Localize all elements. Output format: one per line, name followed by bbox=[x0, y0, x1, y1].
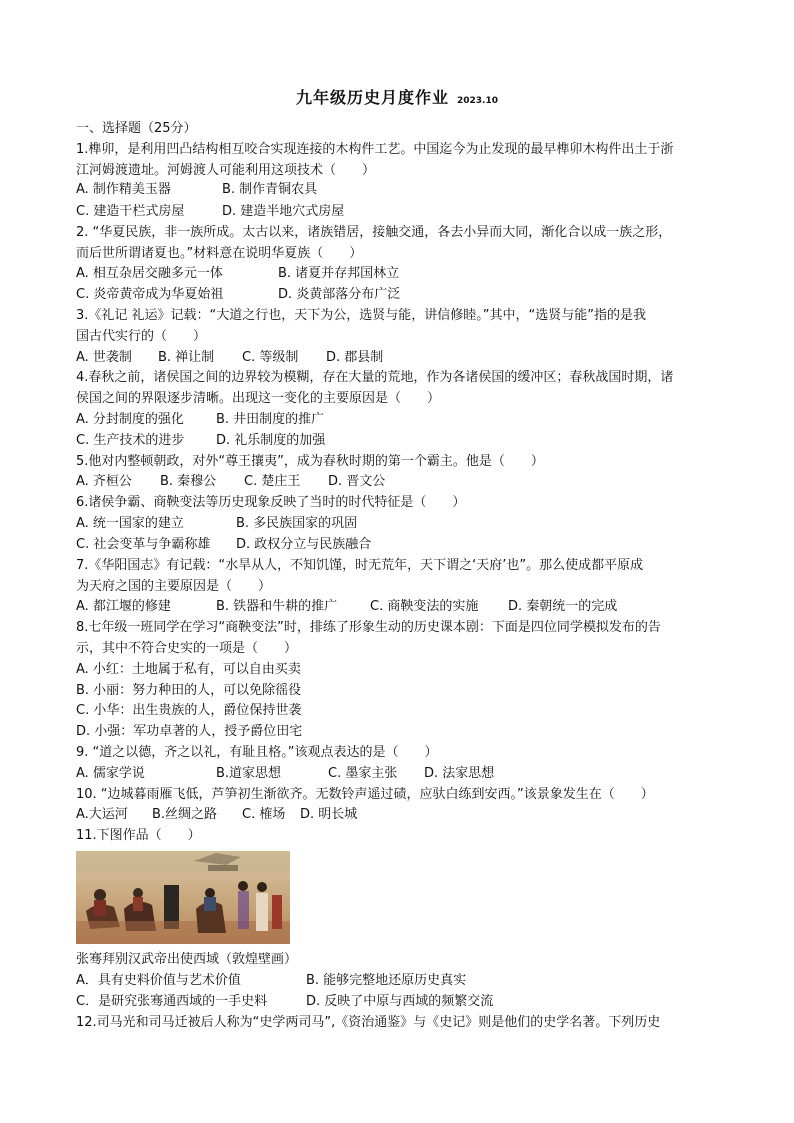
q1-options-row2 bbox=[76, 204, 344, 220]
q8-stem-line1: 8.七年级一班同学在学习“商鞅变法”时，排练了形象生动的历史课本剧：下面是四位同学模拟发布的告 bbox=[76, 620, 661, 635]
q2-option-d: D. 炎黄部落分布广泛 bbox=[278, 287, 401, 302]
q11-option-b: B. 能够完整地还原历史真实 bbox=[306, 973, 467, 988]
q7-stem-line2: 为天府之国的主要原因是（ ） bbox=[76, 579, 272, 594]
q10-option-d: D. 明长城 bbox=[300, 807, 358, 822]
q3-option-b: B. 禅让制 bbox=[158, 350, 215, 365]
q12-stem: 12.司马光和司马迁被后人称为“史学两司马”,《资治通鉴》与《史记》则是他们的史学名著。下列历史 bbox=[76, 1015, 661, 1030]
q2-options-row2 bbox=[76, 287, 400, 303]
q8-option-d: D. 小强：军功卓著的人，授予爵位田宅 bbox=[76, 724, 303, 739]
title-date: 2023.10 bbox=[457, 96, 498, 106]
q11-options-row2 bbox=[76, 994, 493, 1010]
q8-stem-line2: 示，其中不符合史实的一项是（ ） bbox=[76, 641, 298, 656]
q4-options-row1 bbox=[76, 412, 324, 428]
q1-option-c: C. 建造干栏式房屋 bbox=[76, 204, 185, 219]
q11-options-row1 bbox=[76, 973, 466, 989]
q3-stem-line2: 国古代实行的（ ） bbox=[76, 329, 207, 344]
q3-option-a: A. 世袭制 bbox=[76, 350, 132, 365]
q1-options-row1 bbox=[76, 182, 317, 198]
q5-option-b: B. 秦穆公 bbox=[160, 474, 217, 489]
q5-stem: 5.他对内整顿朝政，对外“尊王攘夷”，成为春秋时期的第一个霸主。他是（ ） bbox=[76, 454, 544, 469]
q11-option-d: D. 反映了中原与西域的频繁交流 bbox=[306, 994, 494, 1009]
q4-option-b: B. 井田制度的推广 bbox=[216, 412, 325, 427]
q2-option-c: C. 炎帝黄帝成为华夏始祖 bbox=[76, 287, 224, 302]
image-caption: 张骞拜别汉武帝出使西域（敦煌壁画） bbox=[76, 952, 298, 967]
q9-option-d: D. 法家思想 bbox=[424, 766, 495, 781]
q7-option-b: B. 铁器和牛耕的推广 bbox=[216, 599, 338, 614]
q2-stem-line1: 2. “华夏民族，非一族所成。太古以来，诸族错居，接触交通，各去小异而大同，渐化合以成一族之形， bbox=[76, 225, 672, 240]
q10-options-row bbox=[76, 807, 357, 823]
q4-option-c: C. 生产技术的进步 bbox=[76, 433, 185, 448]
q2-options-row1 bbox=[76, 266, 399, 282]
q4-options-row2 bbox=[76, 433, 325, 449]
q8-option-b: B. 小丽：努力种田的人，可以免除徭役 bbox=[76, 683, 302, 698]
q6-option-c: C. 社会变革与争霸称雄 bbox=[76, 537, 211, 552]
q8-option-a: A. 小红：土地属于私有，可以自由买卖 bbox=[76, 662, 301, 677]
q6-option-d: D. 政权分立与民族融合 bbox=[236, 537, 372, 552]
q8-option-c: C. 小华：出生贵族的人，爵位保持世袭 bbox=[76, 703, 302, 718]
q1-option-a: A. 制作精美玉器 bbox=[76, 182, 171, 197]
q5-options-row bbox=[76, 474, 385, 490]
q5-option-d: D. 晋文公 bbox=[328, 474, 386, 489]
q1-option-d: D. 建造半地穴式房屋 bbox=[222, 204, 345, 219]
q10-option-c: C. 榷场 bbox=[242, 807, 286, 822]
q9-option-a: A. 儒家学说 bbox=[76, 766, 145, 781]
q2-stem-line2: 而后世所谓诸夏也。”材料意在说明华夏族（ ） bbox=[76, 246, 363, 261]
q9-stem: 9. “道之以德，齐之以礼，有耻且格。”该观点表达的是（ ） bbox=[76, 745, 438, 760]
q4-stem-line2: 侯国之间的界限逐步清晰。出现这一变化的主要原因是（ ） bbox=[76, 391, 441, 406]
q11-option-c: C．是研究张骞通西域的一手史料 bbox=[76, 994, 268, 1009]
title-text: 九年级历史月度作业 bbox=[295, 88, 449, 107]
q6-options-row1 bbox=[76, 516, 357, 532]
q6-option-a: A. 统一国家的建立 bbox=[76, 516, 184, 531]
section-heading: 一、选择题（25分） bbox=[76, 121, 197, 136]
q2-option-b: B. 诸夏并存邦国林立 bbox=[278, 266, 400, 281]
q10-option-b: B.丝绸之路 bbox=[152, 807, 218, 822]
q11-stem: 11.下图作品（ ） bbox=[76, 828, 201, 843]
q6-options-row2 bbox=[76, 537, 371, 553]
q7-option-d: D. 秦朝统一的完成 bbox=[508, 599, 618, 614]
q3-option-d: D. 郡县制 bbox=[326, 350, 384, 365]
q11-option-a: A．具有史料价值与艺术价值 bbox=[76, 973, 241, 988]
q3-option-c: C. 等级制 bbox=[242, 350, 299, 365]
q3-options-row bbox=[76, 350, 383, 366]
q7-stem-line1: 7.《华阳国志》有记载：“水旱从人，不知饥馑，时无荒年，天下谓之‘天府’也”。那么使成都平原成 bbox=[76, 558, 644, 573]
q7-options-row bbox=[76, 599, 617, 615]
q6-stem: 6.诸侯争霸、商鞅变法等历史现象反映了当时的时代特征是（ ） bbox=[76, 495, 466, 510]
q4-option-d: D. 礼乐制度的加强 bbox=[216, 433, 326, 448]
dunhuang-mural-image bbox=[76, 851, 290, 944]
q10-option-a: A.大运河 bbox=[76, 807, 128, 822]
q9-options-row bbox=[76, 766, 494, 782]
q2-option-a: A. 相互杂居交融多元一体 bbox=[76, 266, 223, 281]
q6-option-b: B. 多民族国家的巩固 bbox=[236, 516, 358, 531]
q7-option-c: C. 商鞅变法的实施 bbox=[370, 599, 479, 614]
q1-stem-line2: 江河姆渡遗址。河姆渡人可能利用这项技术（ ） bbox=[76, 163, 376, 178]
q4-option-a: A. 分封制度的强化 bbox=[76, 412, 184, 427]
q1-option-b: B. 制作青铜农具 bbox=[222, 182, 318, 197]
q1-stem-line1: 1.榫卯，是利用凹凸结构相互咬合实现连接的木构件工艺。中国迄今为止发现的最早榫卯木构件出土于浙 bbox=[76, 142, 674, 157]
q4-stem-line1: 4.春秋之前，诸侯国之间的边界较为模糊，存在大量的荒地，作为各诸侯国的缓冲区；春秋战国时期，诸 bbox=[76, 370, 674, 385]
q7-option-a: A. 都江堰的修建 bbox=[76, 599, 171, 614]
q9-option-c: C. 墨家主张 bbox=[328, 766, 398, 781]
q3-stem-line1: 3.《礼记 礼运》记载：“大道之行也，天下为公，选贤与能，讲信修睦。”其中，“选贤与能”指的是我 bbox=[76, 308, 646, 323]
worksheet-title bbox=[0, 85, 794, 108]
q10-stem: 10. “边城暮雨雁飞低，芦笋初生渐欲齐。无数铃声遥过碛，应驮白练到安西。”该景象发生在（ ） bbox=[76, 787, 654, 802]
q5-option-c: C. 楚庄王 bbox=[244, 474, 301, 489]
q5-option-a: A. 齐桓公 bbox=[76, 474, 132, 489]
q9-option-b: B.道家思想 bbox=[216, 766, 282, 781]
